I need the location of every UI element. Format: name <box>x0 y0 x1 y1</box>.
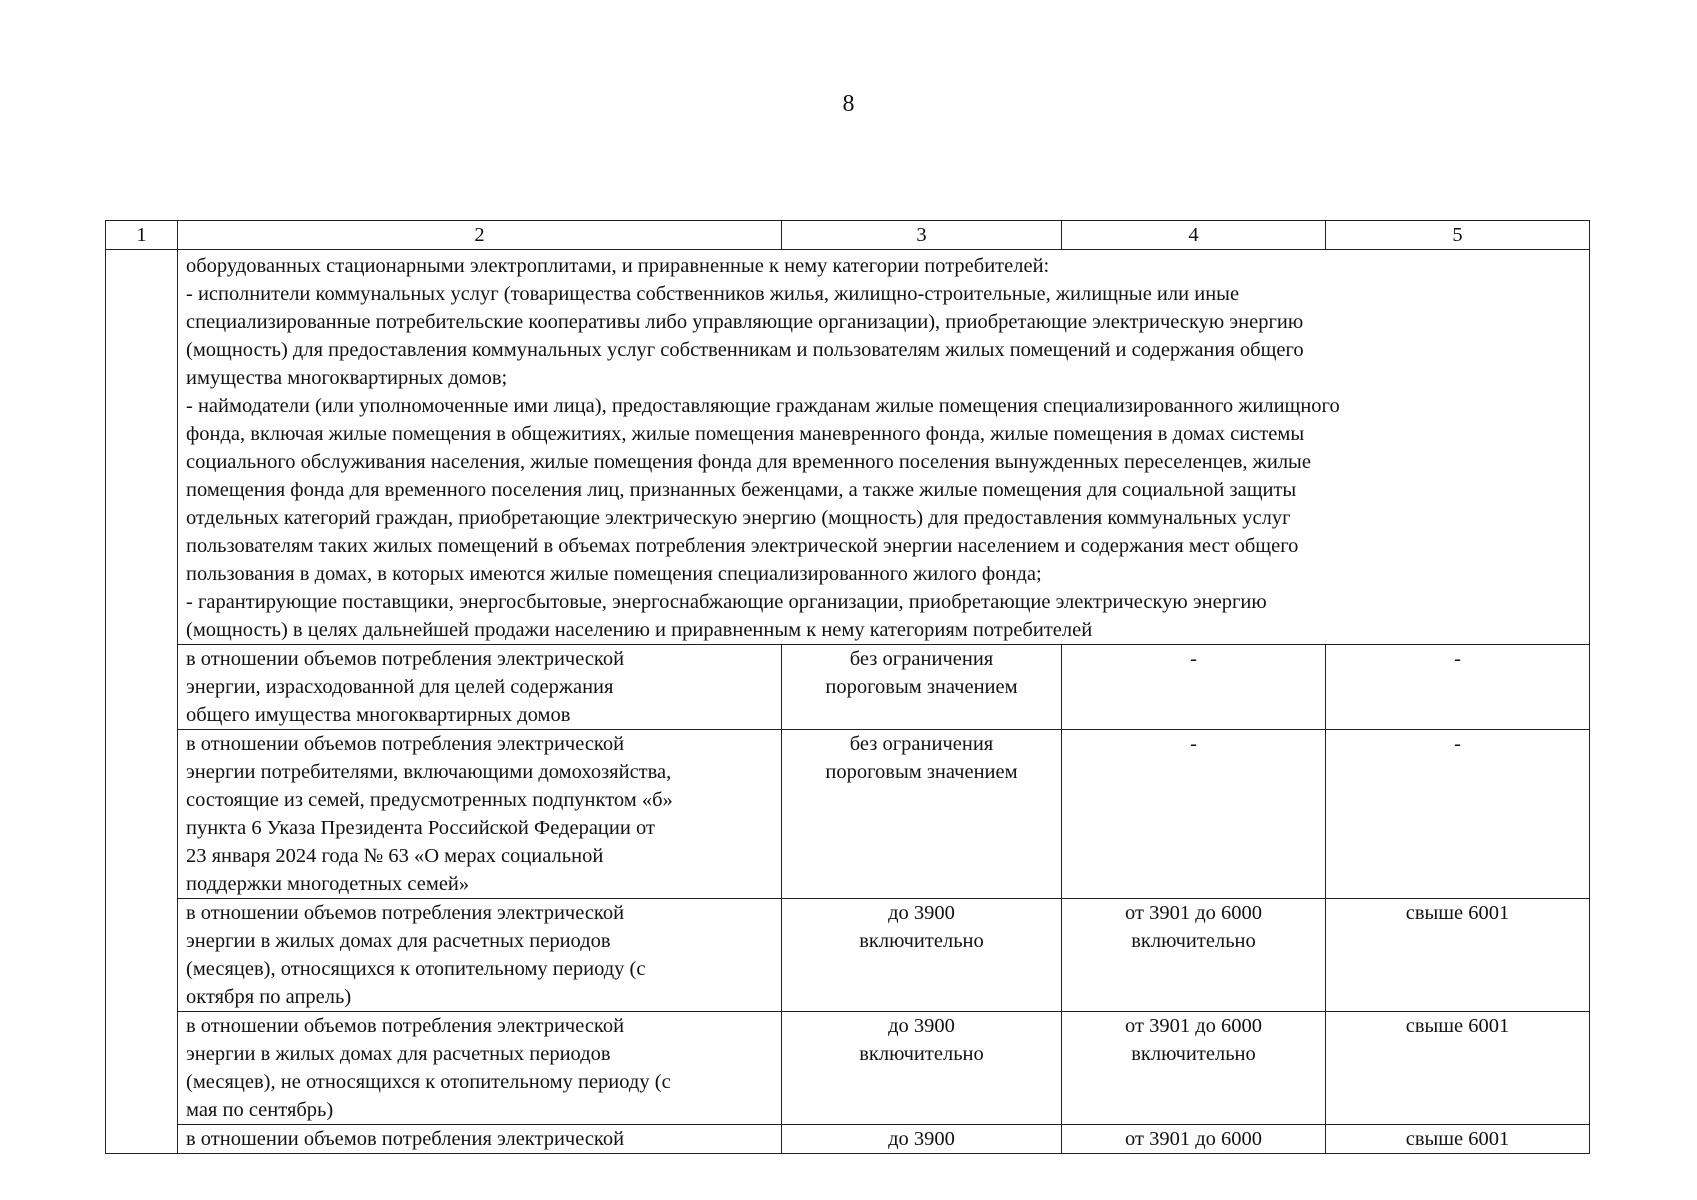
threshold-high-cell <box>1326 899 1590 1012</box>
column-header-2: 2 <box>178 221 782 250</box>
description-line: в отношении объемов потребления электрической <box>186 902 625 924</box>
value-line: свыше 6001 <box>1405 1015 1510 1037</box>
value-line: до 3900 <box>888 1128 955 1150</box>
value-line: - <box>1190 733 1197 755</box>
description-line: энергии в жилых домах для расчетных периодов <box>186 930 611 952</box>
threshold-mid-cell <box>1062 899 1326 1012</box>
table-row <box>106 1012 1590 1125</box>
value-line: - <box>1454 648 1461 670</box>
value-line: - <box>1454 733 1461 755</box>
value-line: до 3900 <box>888 1015 955 1037</box>
value-line: включительно <box>859 930 984 952</box>
threshold-high-cell <box>1326 1012 1590 1125</box>
value-line: до 3900 <box>888 902 955 924</box>
row-number-cell <box>106 250 178 1154</box>
threshold-high-cell <box>1326 730 1590 899</box>
intro-row <box>106 250 1590 645</box>
row-description <box>178 645 782 730</box>
description-line: поддержки многодетных семей» <box>186 873 470 895</box>
intro-line: отдельных категорий граждан, приобретающие электрическую энергию (мощность) для предоставления коммунальных услуг <box>186 507 1291 529</box>
threshold-high-cell <box>1326 1125 1590 1154</box>
description-line: состоящие из семей, предусмотренных подпунктом «б» <box>186 789 673 811</box>
intro-text-cell <box>178 250 1590 645</box>
threshold-mid-cell <box>1062 1125 1326 1154</box>
intro-line: (мощность) в целях дальнейшей продажи населению и приравненным к нему категориям потребителей <box>186 619 1093 641</box>
description-line: (месяцев), не относящихся к отопительному периоду (с <box>186 1071 671 1093</box>
table-row <box>106 730 1590 899</box>
intro-line: пользователям таких жилых помещений в объемах потребления электрической энергии населением и содержания мест общего <box>186 535 1299 557</box>
row-description <box>178 730 782 899</box>
threshold-mid-cell <box>1062 645 1326 730</box>
row-description <box>178 1012 782 1125</box>
table-header-row <box>106 221 1590 250</box>
intro-line: - наймодатели (или уполномоченные ими лица), предоставляющие гражданам жилые помещения специализированного жилищного <box>186 395 1340 417</box>
value-line: пороговым значением <box>825 676 1018 698</box>
value-line: включительно <box>1131 930 1256 952</box>
intro-line: социального обслуживания населения, жилые помещения фонда для временного поселения вынужденных переселенцев, жилые <box>186 451 1311 473</box>
intro-line: - исполнители коммунальных услуг (товарищества собственников жилья, жилищно-строительные, жилищные или иные <box>186 283 1240 305</box>
threshold-mid-cell <box>1062 1012 1326 1125</box>
table-row <box>106 899 1590 1012</box>
value-line: без ограничения <box>849 648 994 670</box>
threshold-low-cell <box>782 1012 1062 1125</box>
intro-line: оборудованных стационарными электроплитами, и приравненные к нему категории потребителей: <box>186 255 1050 277</box>
value-line: от 3901 до 6000 <box>1125 1128 1262 1150</box>
description-line: в отношении объемов потребления электрической <box>186 648 625 670</box>
intro-line: пользования в домах, в которых имеются жилые помещения специализированного жилого фонда; <box>186 563 1042 585</box>
value-line: от 3901 до 6000 <box>1125 1015 1262 1037</box>
description-line: пункта 6 Указа Президента Российской Федерации от <box>186 817 655 839</box>
value-line: включительно <box>859 1043 984 1065</box>
intro-line: (мощность) для предоставления коммунальных услуг собственникам и пользователям жилых помещений и содержания общего <box>186 339 1304 361</box>
description-line: энергии потребителями, включающими домохозяйства, <box>186 761 672 783</box>
column-header-5: 5 <box>1326 221 1590 250</box>
description-line: 23 января 2024 года № 63 «О мерах социальной <box>186 845 604 867</box>
intro-line: - гарантирующие поставщики, энергосбытовые, энергоснабжающие организации, приобретающие электрическую энергию <box>186 591 1267 613</box>
threshold-low-cell <box>782 730 1062 899</box>
column-header-1: 1 <box>106 221 178 250</box>
description-line: мая по сентябрь) <box>186 1099 334 1121</box>
threshold-mid-cell <box>1062 730 1326 899</box>
intro-line: помещения фонда для временного поселения лиц, признанных беженцами, а также жилые помещения для социальной защиты <box>186 479 1297 501</box>
intro-line: имущества многоквартирных домов; <box>186 367 508 389</box>
description-line: в отношении объемов потребления электрической <box>186 733 625 755</box>
value-line: свыше 6001 <box>1405 1128 1510 1150</box>
description-line: энергии в жилых домах для расчетных периодов <box>186 1043 611 1065</box>
column-header-3: 3 <box>782 221 1062 250</box>
description-line: в отношении объемов потребления электрической <box>186 1015 625 1037</box>
row-description <box>178 1125 782 1154</box>
value-line: пороговым значением <box>825 761 1018 783</box>
value-line: свыше 6001 <box>1405 902 1510 924</box>
row-description <box>178 899 782 1012</box>
column-header-4: 4 <box>1062 221 1326 250</box>
threshold-low-cell <box>782 1125 1062 1154</box>
intro-line: фонда, включая жилые помещения в общежитиях, жилые помещения маневренного фонда, жилые помещения в домах системы <box>186 423 1305 445</box>
page-number: 8 <box>842 91 855 117</box>
description-line: (месяцев), относящихся к отопительному периоду (с <box>186 958 646 980</box>
description-line: октября по апрель) <box>186 986 352 1008</box>
intro-line: специализированные потребительские кооперативы либо управляющие организации), приобретающие электрическую энергию <box>186 311 1304 333</box>
table-row <box>106 645 1590 730</box>
value-line: - <box>1190 648 1197 670</box>
description-line: общего имущества многоквартирных домов <box>186 704 571 726</box>
threshold-low-cell <box>782 899 1062 1012</box>
value-line: без ограничения <box>849 733 994 755</box>
table-row <box>106 1125 1590 1154</box>
description-line: энергии, израсходованной для целей содержания <box>186 676 614 698</box>
description-line: в отношении объемов потребления электрической <box>186 1128 625 1150</box>
threshold-low-cell <box>782 645 1062 730</box>
tariff-table <box>105 220 1590 1154</box>
threshold-high-cell <box>1326 645 1590 730</box>
value-line: от 3901 до 6000 <box>1125 902 1262 924</box>
value-line: включительно <box>1131 1043 1256 1065</box>
